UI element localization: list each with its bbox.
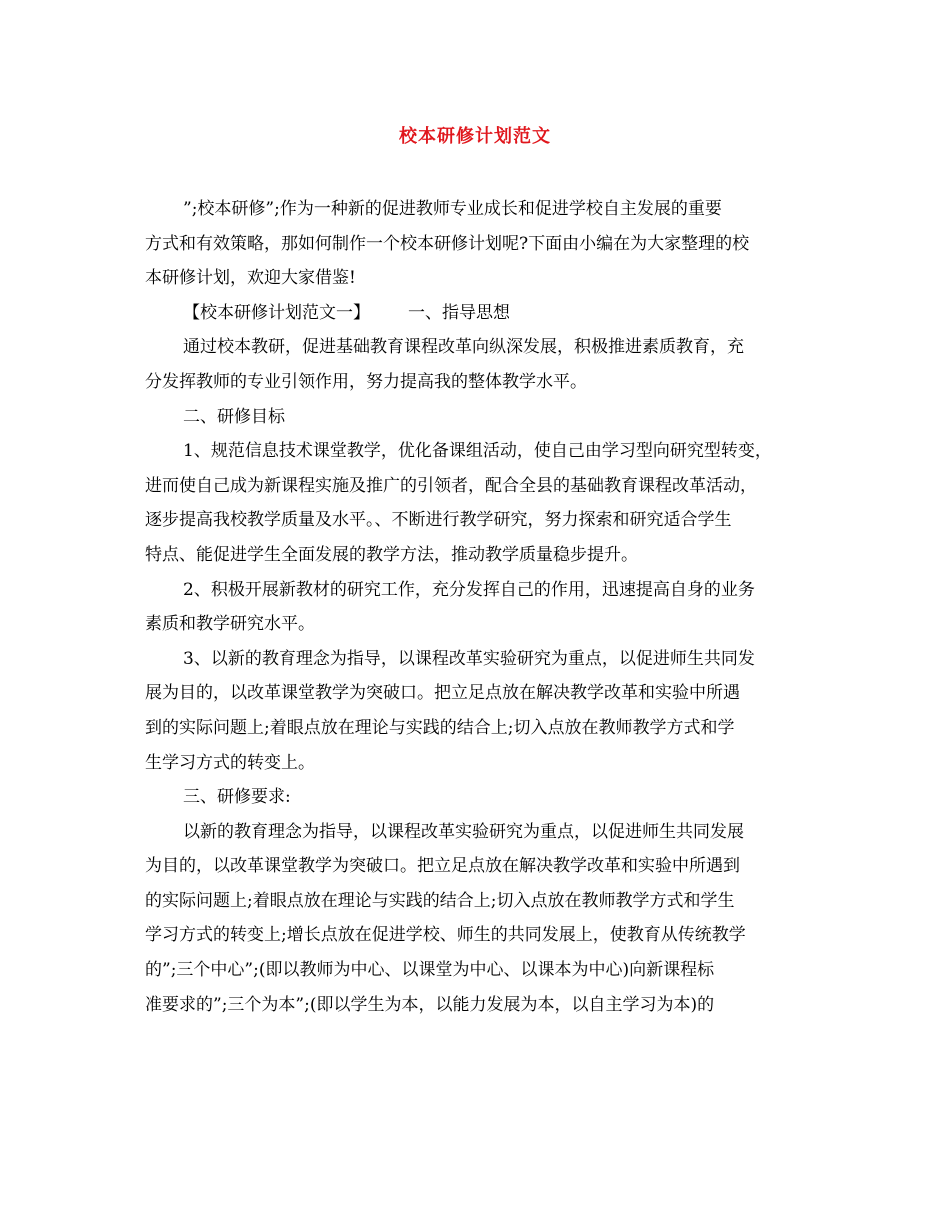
section-heading: 二、研修目标	[183, 406, 285, 427]
paragraph-line: 的实际问题上;着眼点放在理论与实践的结合上;切入点放在教师教学方式和学生	[145, 890, 735, 911]
paragraph-line: 学习方式的转变上;增长点放在促进学校、师生的共同发展上，使教育从传统教学	[145, 925, 746, 946]
paragraph-line: 到的实际问题上;着眼点放在理论与实践的结合上;切入点放在教师教学方式和学	[145, 717, 735, 738]
document-title: 校本研修计划范文	[399, 126, 551, 147]
paragraph-line: 展为目的，以改革课堂教学为突破口。把立足点放在解决教学改革和实验中所遇	[145, 683, 740, 704]
paragraph-line: 进而使自己成为新课程实施及推广的引领者，配合全县的基础教育课程改革活动，	[145, 475, 757, 496]
paragraph-line: 生学习方式的转变上。	[145, 752, 315, 773]
section-label: 【校本研修计划范文一】	[183, 302, 370, 323]
paragraph-line: 方式和有效策略，那如何制作一个校本研修计划呢?下面由小编在为大家整理的校	[145, 233, 750, 254]
paragraph-line: 素质和教学研究水平。	[145, 614, 315, 635]
paragraph-line: 以新的教育理念为指导，以课程改革实验研究为重点，以促进师生共同发展	[183, 821, 744, 842]
paragraph-line: ”;校本研修”;作为一种新的促进教师专业成长和促进学校自主发展的重要	[183, 199, 722, 219]
document-body	[145, 192, 825, 1022]
paragraph-line: 特点、能促进学生全面发展的教学方法，推动教学质量稳步提升。	[145, 544, 638, 565]
paragraph-line: 为目的，以改革课堂教学为突破口。把立足点放在解决教学改革和实验中所遇到	[145, 856, 740, 877]
paragraph-line: 逐步提高我校教学质量及水平。、不断进行教学研究，努力探索和研究适合学生	[145, 510, 732, 531]
paragraph-line: 的”;三个中心”;(即以教师为中心、以课堂为中心、以课本为中心)向新课程标	[145, 960, 715, 981]
section-heading: 一、指导思想	[408, 302, 510, 323]
paragraph-line: 2、积极开展新教材的研究工作，充分发挥自己的作用，迅速提高自身的业务	[183, 579, 755, 600]
section-heading-line	[145, 296, 825, 331]
paragraph-line: 准要求的”;三个为本”;(即以学生为本，以能力发展为本，以自主学习为本)的	[145, 994, 715, 1015]
paragraph-line: 3、以新的教育理念为指导，以课程改革实验研究为重点，以促进师生共同发	[183, 648, 755, 669]
paragraph-line: 本研修计划，欢迎大家借鉴!	[145, 268, 356, 289]
paragraph-line: 通过校本教研，促进基础教育课程改革向纵深发展，积极推进素质教育，充	[183, 337, 744, 358]
section-heading: 三、研修要求:	[183, 787, 291, 808]
paragraph-line: 1、规范信息技术课堂教学，优化备课组活动，使自己由学习型向研究型转变，	[183, 441, 772, 462]
paragraph-line: 分发挥教师的专业引领作用，努力提高我的整体教学水平。	[145, 371, 587, 392]
